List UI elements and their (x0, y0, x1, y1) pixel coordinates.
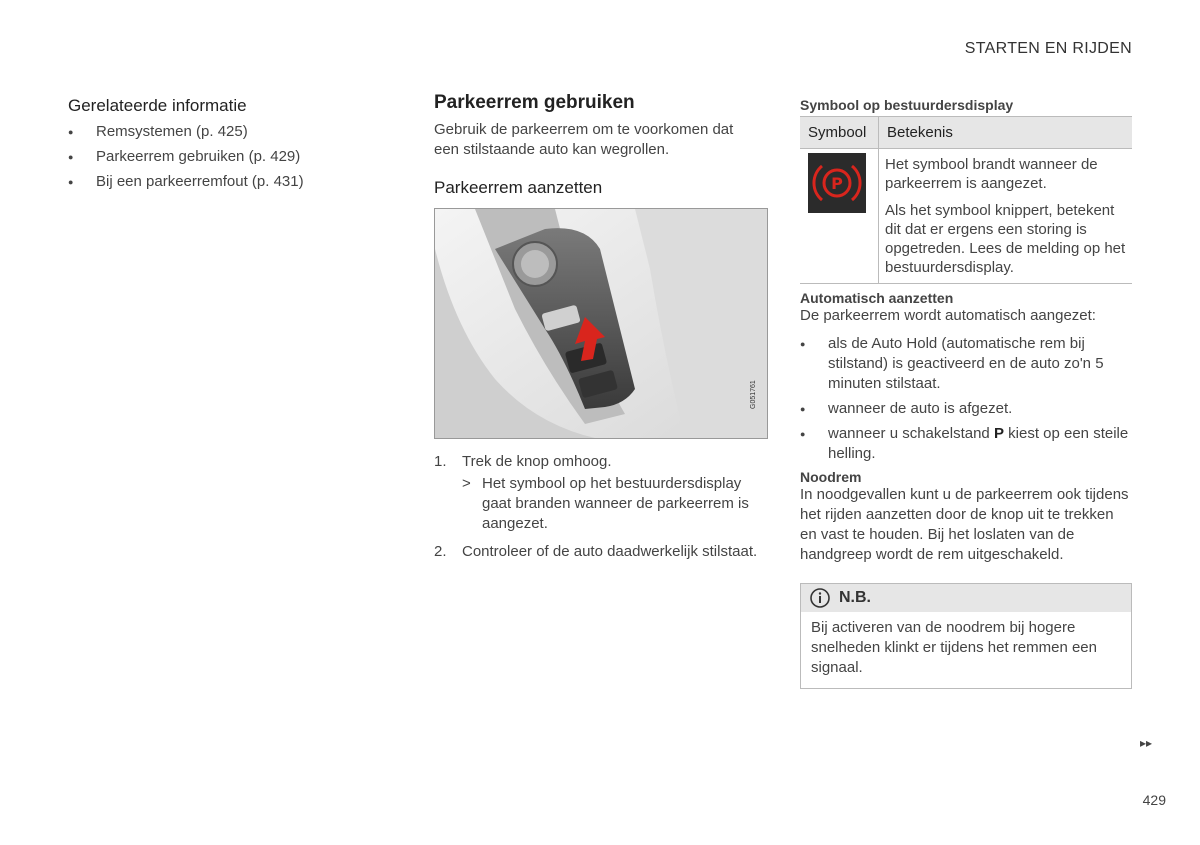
auto-list (800, 334, 1132, 464)
console-drawing (435, 209, 767, 438)
parking-brake-illustration (434, 208, 768, 439)
gear-letter: P (993, 425, 1004, 442)
note-box (800, 583, 1132, 689)
info-icon (809, 587, 831, 609)
step-result (434, 474, 769, 534)
col-header-symbol: Symbool (800, 117, 879, 149)
main-section (434, 92, 769, 198)
running-header: STARTEN EN RIJDEN (964, 40, 1132, 57)
steps-list (434, 452, 769, 562)
related-link[interactable]: ● Remsystemen (p. 425) (68, 122, 348, 142)
auto-title: Automatisch aanzetten (800, 290, 954, 306)
page-title: Parkeerrem gebruiken (434, 92, 635, 113)
note-text: Bij activeren van de noodrem bij hogere snelheden klinkt er tijdens het remmen een signaal. (811, 619, 1097, 676)
note-title: N.B. (839, 589, 871, 606)
meaning-text: Als het symbool knippert, betekent dit dat er ergens een storing is opgetreden. Lees de melding op het bestuurdersdisplay. (885, 202, 1126, 276)
text-part: kiest op een steile helling. (828, 425, 1129, 462)
auto-intro: De parkeerrem wordt automatisch aangezet: (800, 307, 1096, 324)
note-header (801, 584, 1131, 612)
auto-list-item: ● wanneer de auto is afgezet. (800, 399, 1132, 419)
result-marker: > (462, 475, 471, 492)
step-text: Trek de knop omhoog. (462, 453, 612, 470)
col-header-meaning: Betekenis (879, 117, 1133, 149)
step-item (434, 542, 769, 562)
parking-brake-symbol-icon (808, 153, 866, 213)
intro-text: Gebruik de parkeerrem om te voorkomen dat een stilstaande auto kan wegrollen. (434, 121, 734, 158)
step-text: Controleer of de auto daadwerkelijk stilstaat. (462, 543, 758, 560)
auto-list-item: ● als de Auto Hold (automatische rem bij stilstand) is geactiveerd en de auto zo'n 5 minuten stilstaat. (800, 334, 1132, 394)
related-title: Gerelateerde informatie (68, 96, 247, 115)
related-link[interactable]: ● Bij een parkeerremfout (p. 431) (68, 172, 348, 192)
step-item (434, 452, 769, 472)
result-text: Het symbool op het bestuurdersdisplay gaat branden wanneer de parkeerrem is aangezet. (482, 475, 749, 532)
step-number: 2. (434, 543, 447, 560)
text-part: wanneer u schakelstand (828, 425, 990, 442)
auto-list-item (800, 424, 1132, 464)
related-info (68, 96, 348, 197)
subsection-title: Parkeerrem aanzetten (434, 178, 603, 197)
symbol-letter: P (831, 174, 843, 193)
right-column (800, 97, 1132, 689)
step-number: 1. (434, 453, 447, 470)
emergency-title: Noodrem (800, 469, 862, 485)
display-title: Symbool op bestuurdersdisplay (800, 97, 1014, 113)
related-link[interactable]: ● Parkeerrem gebruiken (p. 429) (68, 147, 348, 167)
emergency-text: In noodgevallen kunt u de parkeerrem ook tijdens het rijden aanzetten door de knop uit te trekken en vast te houden. Bij het loslaten van de handgreep wordt de rem uitgeschakeld. (800, 486, 1129, 563)
meaning-text: Het symbool brandt wanneer de parkeerrem is aangezet. (885, 156, 1098, 192)
page-number: 429 (1142, 792, 1166, 808)
continue-arrows-icon: ▸▸ (1139, 736, 1152, 750)
symbol-table (800, 116, 1132, 284)
figure-code: G051761 (750, 380, 757, 409)
